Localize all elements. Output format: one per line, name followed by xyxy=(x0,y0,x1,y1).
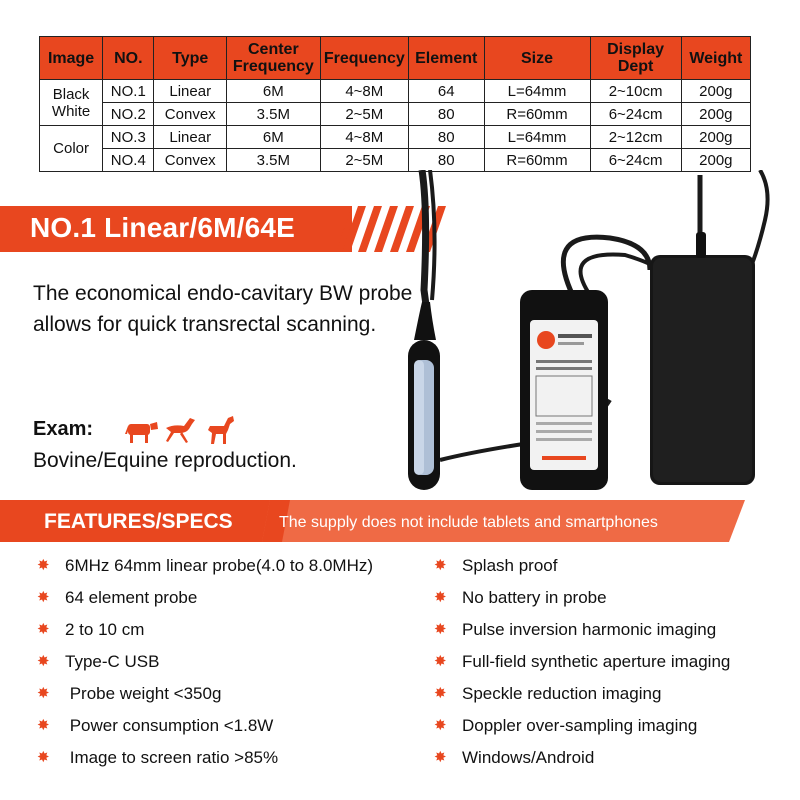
image-mode-cell: Color xyxy=(40,126,103,172)
feature-text: 2 to 10 cm xyxy=(65,620,145,639)
table-cell-weight: 200g xyxy=(681,149,750,172)
image-mode-cell: Black White xyxy=(40,80,103,126)
table-cell-no: NO.3 xyxy=(103,126,154,149)
bullet-star-icon: ✸ xyxy=(434,717,447,734)
table-cell-size: L=64mm xyxy=(484,126,590,149)
probe-image xyxy=(408,302,440,490)
table-row xyxy=(40,103,751,126)
bullet-star-icon: ✸ xyxy=(37,621,50,638)
table-cell-freq: 4~8M xyxy=(320,126,408,149)
feature-text: Doppler over-sampling imaging xyxy=(462,716,698,735)
cow-icon xyxy=(125,422,158,443)
table-cell-size: L=64mm xyxy=(484,80,590,103)
table-header-cell: Image xyxy=(40,37,103,80)
table-cell-dept: 2~10cm xyxy=(590,80,681,103)
exam-label: Exam: xyxy=(33,418,94,440)
table-cell-dept: 6~24cm xyxy=(590,149,681,172)
feature-text: Windows/Android xyxy=(462,748,595,767)
table-cell-center: 3.5M xyxy=(227,103,321,126)
feature-text: Probe weight <350g xyxy=(65,684,222,703)
feature-text: Type-C USB xyxy=(65,652,160,671)
feature-text: No battery in probe xyxy=(462,588,607,607)
table-header-cell: Frequency xyxy=(320,37,408,80)
product-title: NO.1 Linear/6M/64E xyxy=(30,212,296,243)
table-cell-no: NO.1 xyxy=(103,80,154,103)
feature-text: Image to screen ratio >85% xyxy=(65,748,279,767)
feature-text: 6MHz 64mm linear probe(4.0 to 8.0MHz) xyxy=(65,556,374,575)
bullet-star-icon: ✸ xyxy=(434,749,447,766)
table-cell-no: NO.4 xyxy=(103,149,154,172)
table-cell-element: 64 xyxy=(408,80,484,103)
feature-item xyxy=(37,556,373,588)
exam-icons xyxy=(124,412,244,446)
table-cell-dept: 2~12cm xyxy=(590,126,681,149)
feature-text: Full-field synthetic aperture imaging xyxy=(462,652,731,671)
features-left-list xyxy=(37,556,373,780)
feature-item xyxy=(37,588,373,620)
product-description: The economical endo-cavitary BW probe allows for quick transrectal scanning. xyxy=(33,282,413,336)
feature-item xyxy=(37,748,373,780)
table-cell-element: 80 xyxy=(408,126,484,149)
feature-item xyxy=(434,748,730,780)
table-cell-weight: 200g xyxy=(681,126,750,149)
feature-item xyxy=(434,684,730,716)
table-cell-size: R=60mm xyxy=(484,149,590,172)
bullet-star-icon: ✸ xyxy=(434,621,447,638)
table-cell-type: Convex xyxy=(154,149,227,172)
table-cell-center: 3.5M xyxy=(227,149,321,172)
bullet-star-icon: ✸ xyxy=(37,589,50,606)
table-header-cell: Type xyxy=(154,37,227,80)
table-cell-center: 6M xyxy=(227,126,321,149)
features-title: FEATURES/SPECS xyxy=(44,510,233,533)
bullet-star-icon: ✸ xyxy=(434,589,447,606)
table-cell-type: Linear xyxy=(154,126,227,149)
converter-box xyxy=(520,290,608,490)
table-header-cell: Center Frequency xyxy=(227,37,321,80)
bullet-star-icon: ✸ xyxy=(434,653,447,670)
table-cell-center: 6M xyxy=(227,80,321,103)
horse-icon xyxy=(166,418,195,443)
table-cell-element: 80 xyxy=(408,149,484,172)
feature-text: Power consumption <1.8W xyxy=(65,716,274,735)
feature-item xyxy=(434,620,730,652)
table-body xyxy=(40,80,751,172)
table-header-cell: NO. xyxy=(103,37,154,80)
table-cell-weight: 200g xyxy=(681,103,750,126)
feature-item xyxy=(434,652,730,684)
bullet-star-icon: ✸ xyxy=(37,749,50,766)
table-cell-type: Linear xyxy=(154,80,227,103)
table-header-row xyxy=(40,37,751,80)
table-cell-freq: 2~5M xyxy=(320,149,408,172)
features-right-list xyxy=(434,556,730,780)
table-row xyxy=(40,126,751,149)
bullet-star-icon: ✸ xyxy=(37,685,50,702)
table-header-cell: Display Dept xyxy=(590,37,681,80)
feature-item xyxy=(434,556,730,588)
exam-description: Bovine/Equine reproduction. xyxy=(33,449,297,472)
table-cell-size: R=60mm xyxy=(484,103,590,126)
table-cell-type: Convex xyxy=(154,103,227,126)
table-header-cell: Size xyxy=(484,37,590,80)
feature-text: Speckle reduction imaging xyxy=(462,684,662,703)
table-cell-weight: 200g xyxy=(681,80,750,103)
bullet-star-icon: ✸ xyxy=(434,685,447,702)
feature-item xyxy=(434,588,730,620)
feature-text: Pulse inversion harmonic imaging xyxy=(462,620,717,639)
bullet-star-icon: ✸ xyxy=(434,557,447,574)
feature-item xyxy=(37,684,373,716)
spec-table xyxy=(39,36,751,172)
device-illustration xyxy=(400,170,800,500)
table-row xyxy=(40,149,751,172)
feature-text: Splash proof xyxy=(462,556,558,575)
table-cell-element: 80 xyxy=(408,103,484,126)
feature-item xyxy=(37,716,373,748)
feature-item xyxy=(434,716,730,748)
bullet-star-icon: ✸ xyxy=(37,557,50,574)
bullet-star-icon: ✸ xyxy=(37,717,50,734)
table-cell-freq: 2~5M xyxy=(320,103,408,126)
feature-text: 64 element probe xyxy=(65,588,198,607)
tablet-image xyxy=(650,232,755,485)
feature-item xyxy=(37,620,373,652)
features-note: The supply does not include tablets and smartphones xyxy=(279,514,658,531)
table-header-cell: Weight xyxy=(681,37,750,80)
table-cell-no: NO.2 xyxy=(103,103,154,126)
table-cell-freq: 4~8M xyxy=(320,80,408,103)
table-row xyxy=(40,80,751,103)
table-cell-dept: 6~24cm xyxy=(590,103,681,126)
feature-item xyxy=(37,652,373,684)
table-header-cell: Element xyxy=(408,37,484,80)
bullet-star-icon: ✸ xyxy=(37,653,50,670)
horse-icon xyxy=(208,416,234,444)
